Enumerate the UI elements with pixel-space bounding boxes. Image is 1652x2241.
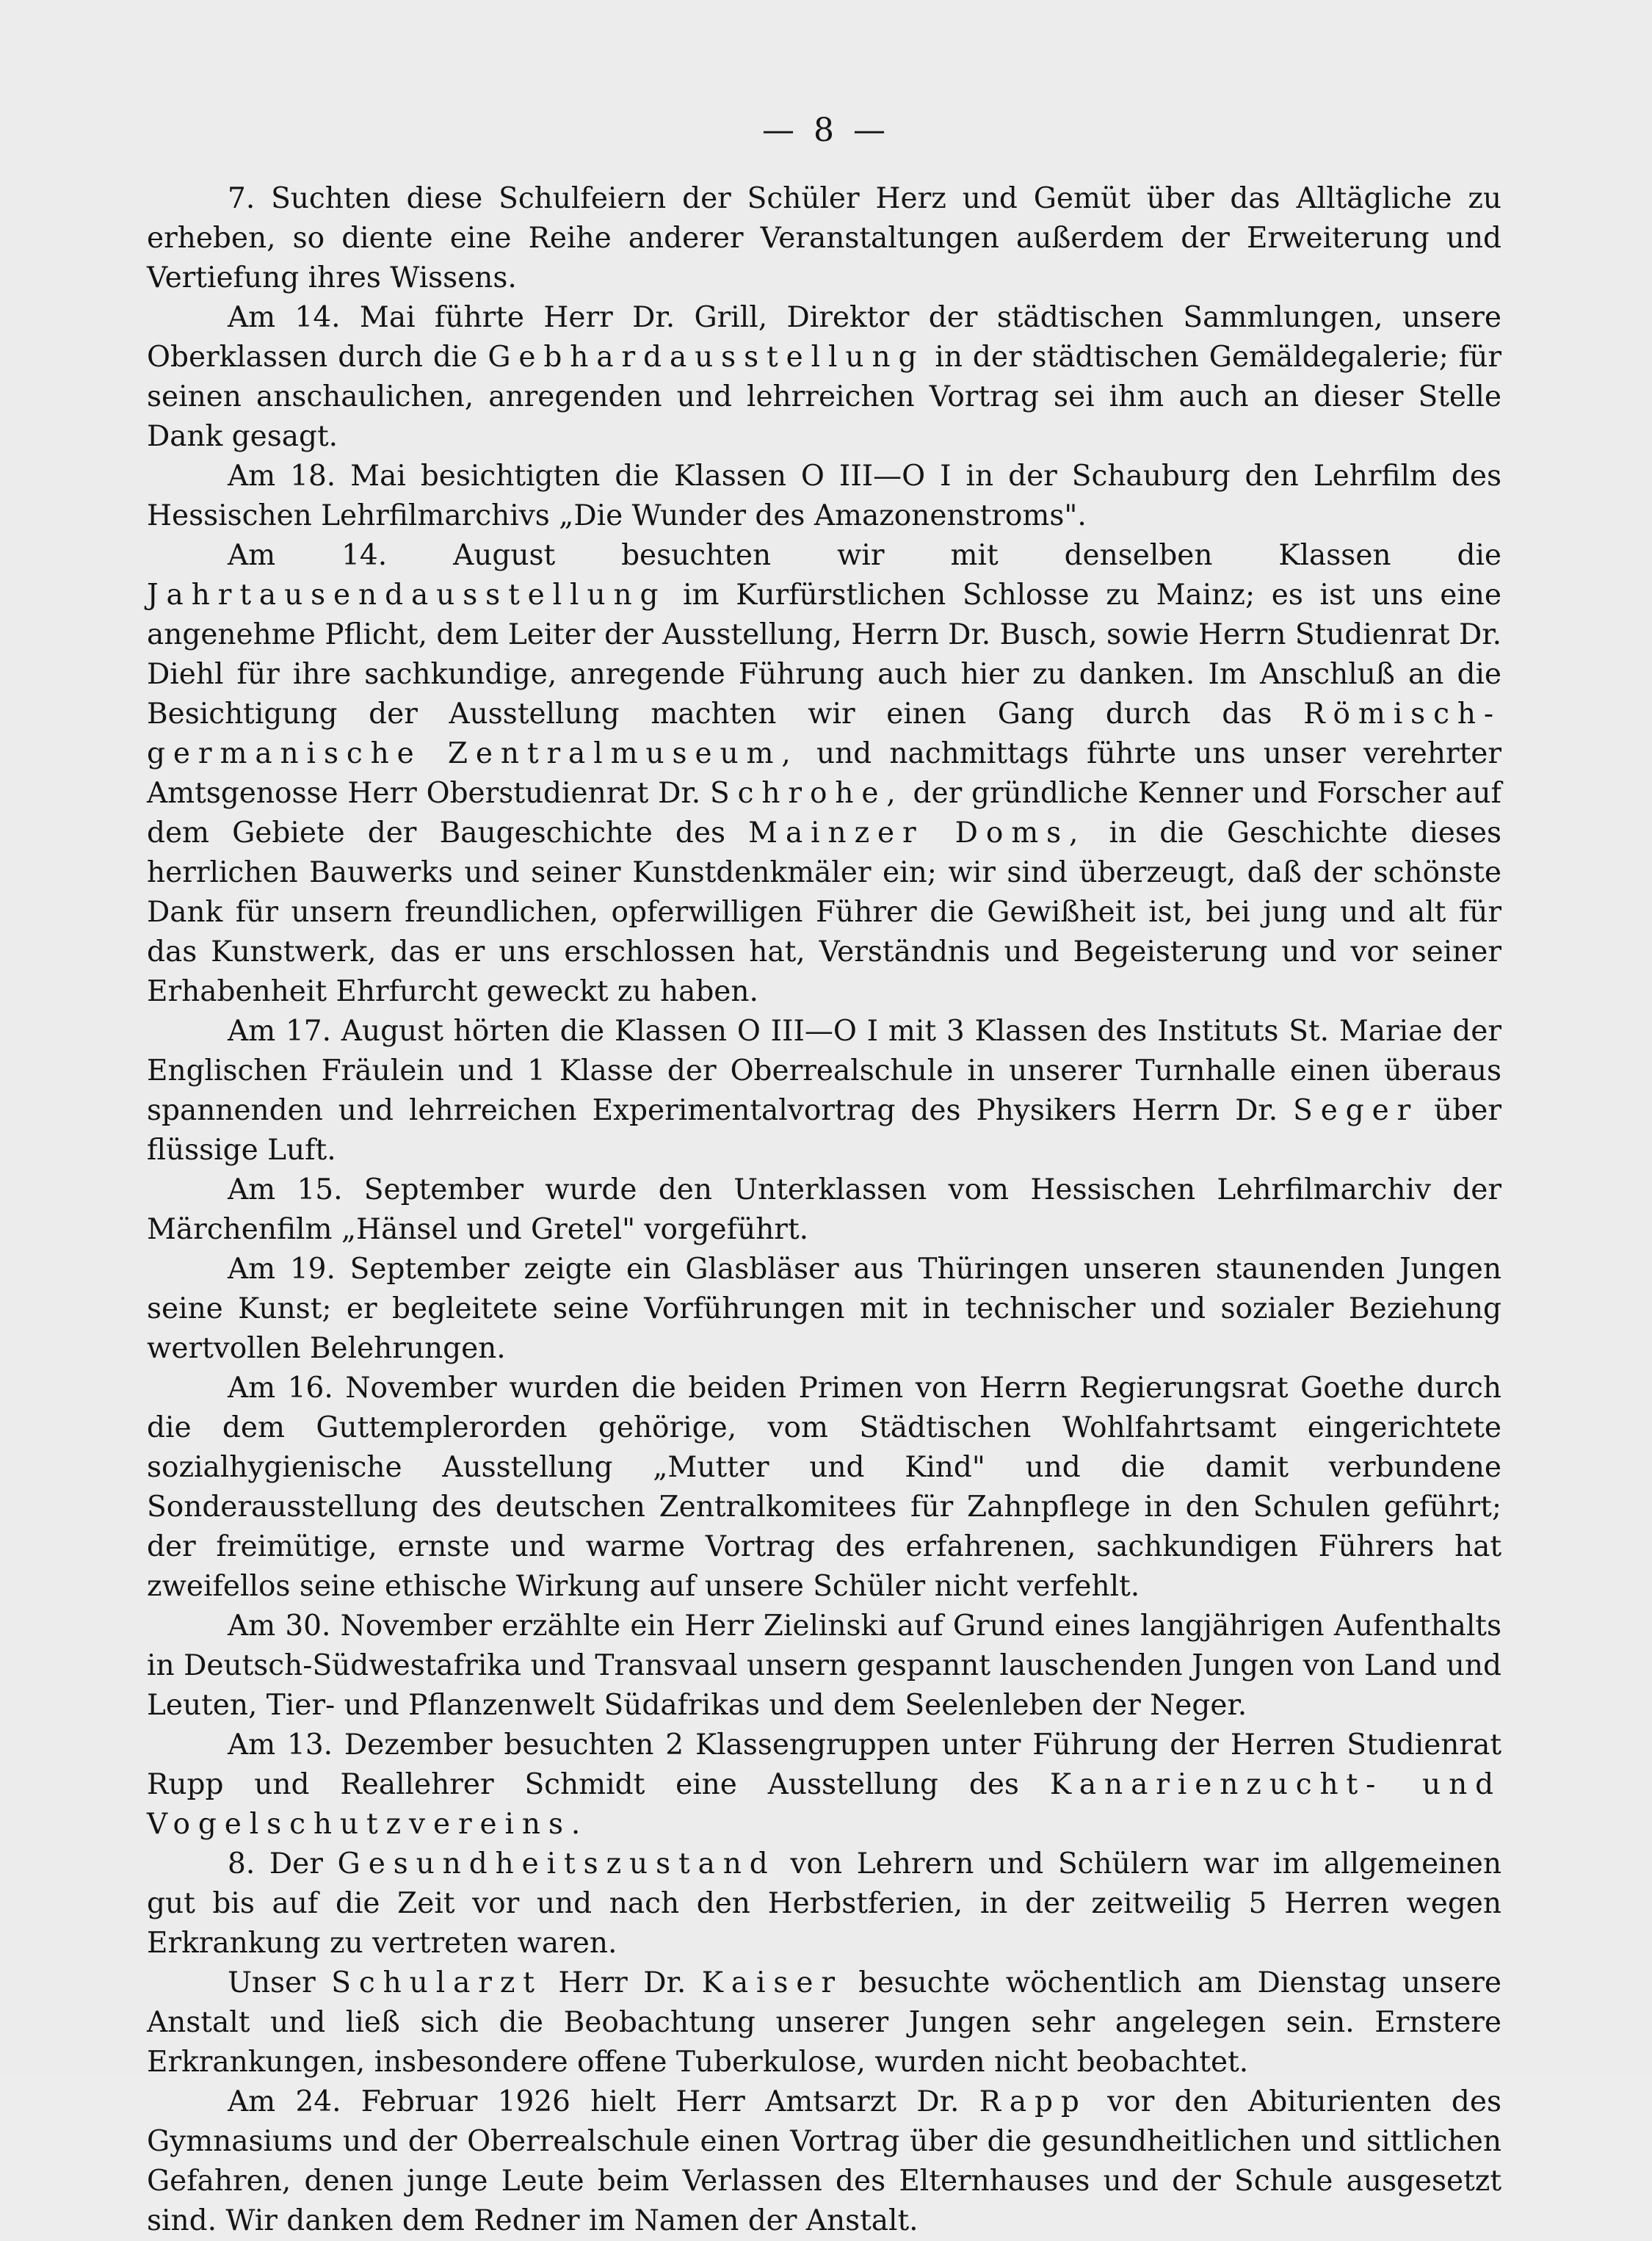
- paragraph-mainz-visit: Am 14. August besuchten wir mit denselben Klassen die Jahrtausendausstellung im Kurfürstlichen Schlosse zu Mainz; es ist uns eine angenehme Pflicht, dem Leiter der Ausstellung, Herrn Dr. Busch, sowie Herrn Studienrat Dr. Diehl für ihre sachkundige, anregende Führung auch hier zu danken. Im Anschluß an die Besichtigung der Ausstellung machten wir einen Gang durch das Römisch-germanische Zentralmuseum, und nachmittags führte uns unser verehrter Amtsgenosse Herr Oberstudienrat Dr. Schrohe, der gründliche Kenner und Forscher auf dem Gebiete der Baugeschichte des Mainzer Doms, in die Geschichte dieses herrlichen Bauwerks und seiner Kunstdenkmäler ein; wir sind überzeugt, daß der schönste Dank für unsern freundlichen, opferwilligen Führer die Gewißheit ist, bei jung und alt für das Kunstwerk, das er uns erschlossen hat, Verständnis und Begeisterung und vor seiner Erhabenheit Ehrfurcht geweckt zu haben.: [147, 539, 1501, 1008]
- paragraph-fairy-tale-film: Am 15. September wurde den Unterklassen vom Hessischen Lehrfilmarchiv der Märchenfilm „Hänsel und Gretel" vorgeführt.: [147, 1173, 1501, 1246]
- spaced-term: Gesundheitszustand: [337, 1847, 776, 1880]
- paragraph-gebhard-exhibition: Am 14. Mai führte Herr Dr. Grill, Direktor der städtischen Sammlungen, unsere Oberklassen durch die Gebhardausstellung in der städtischen Gemäldegalerie; für seinen anschaulichen, anregenden und lehrreichen Vortrag sei ihm auch an dieser Stelle Dank gesagt.: [147, 301, 1501, 453]
- spaced-term: Schrohe,: [709, 777, 904, 810]
- spaced-term: Gebhardausstellung: [488, 341, 925, 374]
- paragraph-canary-exhibition: Am 13. Dezember besuchten 2 Klassengruppen unter Führung der Herren Studienrat Rupp und Reallehrer Schmidt eine Ausstellung des Kanarienzucht- und Vogelschutzvereins.: [147, 1728, 1502, 1841]
- page-number: — 8 —: [762, 112, 890, 149]
- spaced-term: Mainzer Doms,: [748, 817, 1087, 850]
- spaced-term: Kanarienzucht- und Vogelschutzvereins.: [147, 1768, 1502, 1841]
- spaced-term: Kaiser: [701, 1966, 843, 1999]
- paragraph-lecture-graduates: Am 24. Februar 1926 hielt Herr Amtsarzt Dr. Rapp vor den Abiturienten des Gymnasiums und der Oberrealschule einen Vortrag über die gesundheitlichen und sittlichen Gefahren, denen junge Leute beim Verlassen des Elternhauses und der Schule ausgesetzt sind. Wir danken dem Redner im Namen der Anstalt.: [147, 2085, 1501, 2237]
- spaced-term: Rapp: [979, 2085, 1087, 2118]
- spaced-term: Seger: [1293, 1094, 1419, 1127]
- paragraph-7-events-intro: 7. Suchten diese Schulfeiern der Schüler Herz und Gemüt über das Alltägliche zu erheben, so diente eine Reihe anderer Veranstaltungen außerdem der Erweiterung und Vertiefung ihres Wissens.: [147, 182, 1501, 294]
- spaced-term: Jahrtausendausstellung: [147, 579, 667, 612]
- paragraph-hygiene-exhibition: Am 16. November wurden die beiden Primen von Herrn Regierungsrat Goethe durch die dem Guttemplerorden gehörige, vom Städtischen Wohlfahrtsamt eingerichtete sozialhygienische Ausstellung „Mutter und Kind" und die damit verbundene Sonderausstellung des deutschen Zentralkomitees für Zahnpflege in den Schulen geführt; der freimütige, ernste und warme Vortrag des erfahrenen, sachkundigen Führers hat zweifellos seine ethische Wirkung auf unsere Schüler nicht verfehlt.: [147, 1372, 1501, 1603]
- paragraph-lehrfilm: Am 18. Mai besichtigten die Klassen O III—O I in der Schauburg den Lehrfilm des Hessischen Lehrfilmarchivs „Die Wunder des Amazonenstroms".: [147, 460, 1501, 532]
- paragraph-8-health: 8. Der Gesundheitszustand von Lehrern und Schülern war im allgemeinen gut bis auf die Zeit vor und nach den Herbstferien, in der zeitweilig 5 Herren wegen Erkrankung zu vertreten waren.: [147, 1847, 1502, 1960]
- spaced-term: Römisch-germanische Zentralmuseum,: [147, 698, 1501, 770]
- paragraph-glassblower: Am 19. September zeigte ein Glasbläser aus Thüringen unseren staunenden Jungen seine Kunst; er begleitete seine Vorführungen mit in technischer und sozialer Beziehung wertvollen Belehrungen.: [147, 1253, 1501, 1365]
- paragraph-africa-talk: Am 30. November erzählte ein Herr Zielinski auf Grund eines langjährigen Aufenthalts in Deutsch-Südwestafrika und Transvaal unsern gespannt lauschenden Jungen von Land und Leuten, Tier- und Pflanzenwelt Südafrikas und dem Seelenleben der Neger.: [147, 1610, 1501, 1722]
- spaced-term: Schularzt: [331, 1966, 543, 1999]
- paragraph-experimental-lecture: Am 17. August hörten die Klassen O III—O I mit 3 Klassen des Instituts St. Mariae der Englischen Fräulein und 1 Klasse der Oberrealschule in unserer Turnhalle einen überaus spannenden und lehrreichen Experimentalvortrag des Physikers Herrn Dr. Seger über flüssige Luft.: [147, 1015, 1501, 1167]
- paragraph-school-doctor: Unser Schularzt Herr Dr. Kaiser besuchte wöchentlich am Dienstag unsere Anstalt und ließ sich die Beobachtung unserer Jungen sehr angelegen sein. Ernstere Erkrankungen, insbesondere offene Tuberkulose, wurden nicht beobachtet.: [147, 1966, 1501, 2079]
- body-text: [147, 179, 1501, 2241]
